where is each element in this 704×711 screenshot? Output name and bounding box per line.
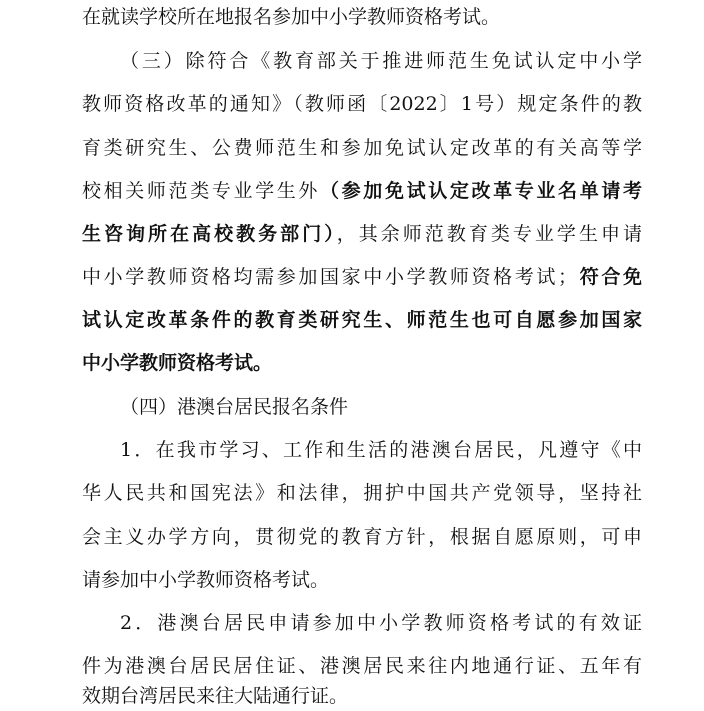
text-line <box>120 435 642 465</box>
text-run: 教师资格改革的通知》（教师函〔2022〕1号）规定条件的教 <box>82 93 642 115</box>
text-run: 1．在我市学习、工作和生活的港澳台居民，凡遵守《中 <box>120 439 642 461</box>
bold-text-run: 试认定改革条件的教育类研究生、师范生也可自愿参加国家 <box>82 309 642 331</box>
bold-text-run: 中小学教师资格考试。 <box>82 352 273 374</box>
text-run: 请参加中小学教师资格考试。 <box>82 569 330 591</box>
bold-text-run: 符合免 <box>577 266 642 288</box>
text-line <box>82 478 642 508</box>
section-heading <box>120 392 642 422</box>
text-line <box>82 522 642 552</box>
text-line <box>82 681 642 711</box>
text-run: 效期台湾居民来往大陆通行证。 <box>82 685 349 707</box>
text-line <box>120 46 642 76</box>
text-run: 育类研究生、公费师范生和参加免试认定改革的有关高等学 <box>82 137 642 159</box>
text-run: 件为港澳台居民居住证、港澳居民来往内地通行证、五年有 <box>82 655 642 677</box>
text-line <box>82 651 642 681</box>
bold-text-run: 生咨询所在高校教务部门） <box>82 223 337 245</box>
text-run: ，其余师范教育类专业学生申请 <box>336 223 642 245</box>
text-run: 校相关师范类专业学生外 <box>82 180 321 202</box>
text-line <box>82 348 642 378</box>
text-line <box>82 2 642 32</box>
text-run: 会主义办学方向，贯彻党的教育方针，根据自愿原则，可申 <box>82 526 642 548</box>
text-line <box>82 565 642 595</box>
text-line <box>82 133 642 163</box>
text-run: 中小学教师资格均需参加国家中小学教师资格考试； <box>82 266 578 288</box>
text-run: 2．港澳台居民申请参加中小学教师资格考试的有效证 <box>120 612 642 634</box>
text-line <box>82 176 642 206</box>
text-run: 华人民共和国宪法》和法律，拥护中国共产党领导，坚持社 <box>82 482 642 504</box>
text-line <box>82 305 642 335</box>
bold-text-run: （参加免试认定改革专业名单请考 <box>320 180 642 202</box>
text-line <box>82 219 642 249</box>
text-line <box>120 608 642 638</box>
text-line <box>82 262 642 292</box>
text-run: 在就读学校所在地报名参加中小学教师资格考试。 <box>82 6 501 28</box>
section-heading-text: （四）港澳台居民报名条件 <box>120 396 349 418</box>
text-line <box>82 89 642 119</box>
text-run: （三）除符合《教育部关于推进师范生免试认定中小学 <box>120 50 642 72</box>
